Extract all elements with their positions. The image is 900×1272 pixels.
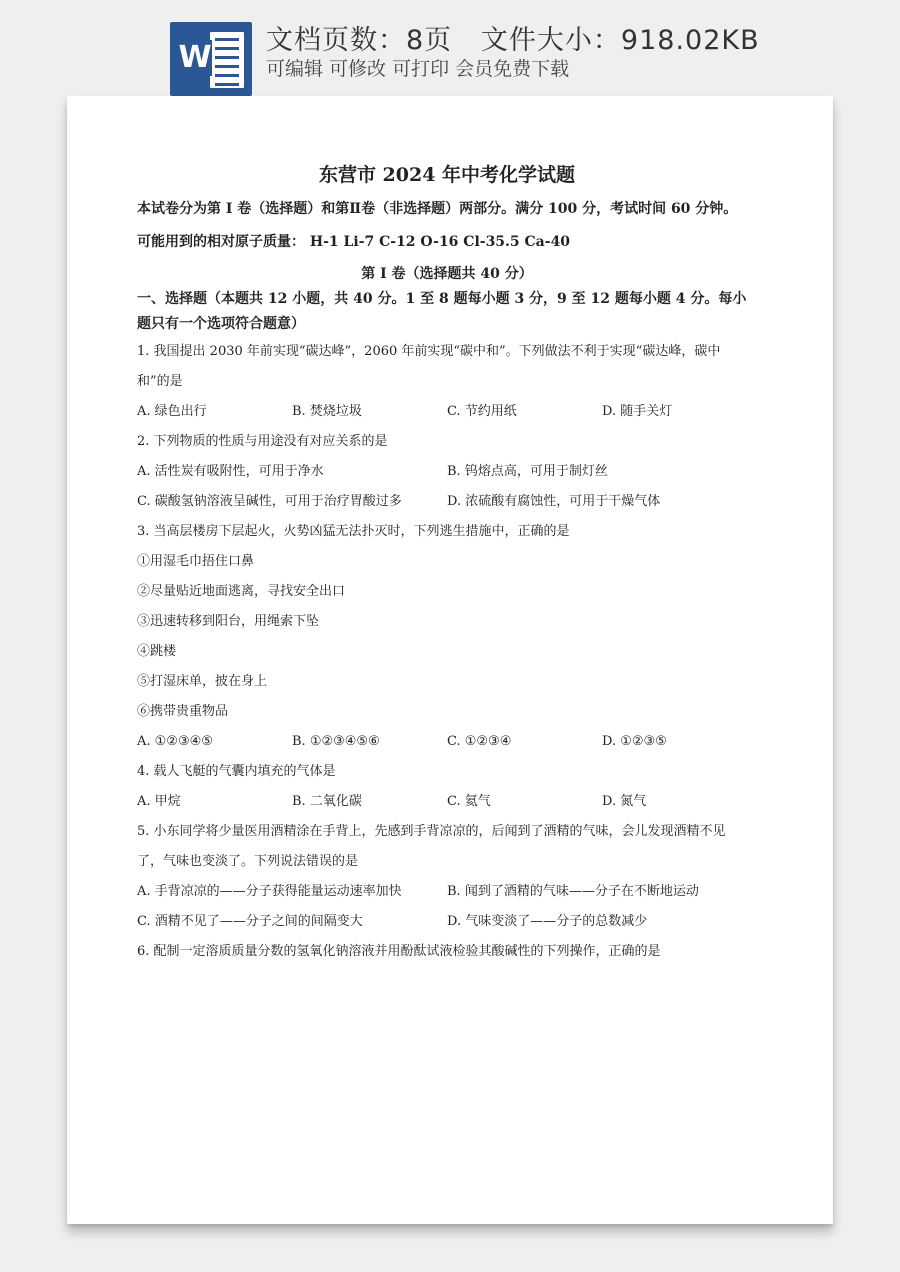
option: B. 闻到了酒精的气味——分子在不断地运动 [447,884,699,899]
file-features-text: 可编辑 可修改 可打印 会员免费下载 [266,58,570,80]
question-stem: 1. 我国提出 2030 年前实现“碳达峰”，2060 年前实现“碳中和”。下列做法不利于实现“碳达峰，碳中 [137,344,721,359]
options-row [137,727,757,757]
word-document-icon: W [170,22,252,96]
document-page [67,96,833,1224]
option: C. 酒精不见了——分子之间的间隔变大 [137,914,363,929]
option: A. 活性炭有吸附性，可用于净水 [137,464,324,479]
exam-title: 东营市 2024 年中考化学试题 [318,164,576,186]
option: A. 甲烷 [137,794,181,809]
exam-intro: 本试卷分为第 I 卷（选择题）和第Ⅱ卷（非选择题）两部分。满分 100 分，考试时间 60 分钟。 [137,201,738,217]
question-stem: 了，气味也变淡了。下列说法错误的是 [137,854,359,869]
list-item: ⑤打湿床单，披在身上 [137,674,268,689]
question-stem: 6. 配制一定溶质质量分数的氢氧化钠溶液并用酚酞试液检验其酸碱性的下列操作，正确的是 [137,944,661,959]
question-stem: 2. 下列物质的性质与用途没有对应关系的是 [137,434,388,449]
question-stem: 5. 小东同学将少量医用酒精涂在手背上，先感到手背凉凉的，后闻到了酒精的气味，会儿发现酒精不见 [137,824,726,839]
options-row [137,877,757,907]
options-row [137,457,757,487]
list-item: ①用湿毛巾捂住口鼻 [137,554,255,569]
question-stem: 4. 载人飞艇的气囊内填充的气体是 [137,764,336,779]
option: A. 绿色出行 [137,404,207,419]
options-row [137,787,757,817]
option: B. 钨熔点高，可用于制灯丝 [447,464,608,479]
option: C. ①②③④ [447,734,512,749]
list-item: ②尽量贴近地面逃离，寻找安全出口 [137,584,346,599]
option: B. 二氧化碳 [292,794,362,809]
option: D. 随手关灯 [602,404,673,419]
options-row [137,907,757,937]
list-item: ⑥携带贵重物品 [137,704,229,719]
download-info-header [0,0,900,96]
option: A. ①②③④⑤ [137,734,213,749]
list-item: ④跳楼 [137,644,177,659]
list-item: ③迅速转移到阳台，用绳索下坠 [137,614,320,629]
option: C. 节约用纸 [447,404,517,419]
section-title: 第 I 卷（选择题共 40 分） [361,266,533,282]
option: D. ①②③⑤ [602,734,667,749]
atomic-masses: 可能用到的相对原子质量： H-1 Li-7 C-12 O-16 Cl-35.5 Ca-40 [137,234,571,250]
file-stats-text: 文档页数：8页 文件大小：918.02KB [266,25,760,56]
option: D. 气味变淡了——分子的总数减少 [447,914,648,929]
option: B. ①②③④⑤⑥ [292,734,380,749]
option: C. 氦气 [447,794,491,809]
options-row [137,397,757,427]
part-heading: 一、选择题（本题共 12 小题，共 40 分。1 至 8 题每小题 3 分，9 至 12 题每小题 4 分。每小题只有一个选项符合题意） [137,291,747,332]
option: B. 焚烧垃圾 [292,404,362,419]
option: C. 碳酸氢钠溶液呈碱性，可用于治疗胃酸过多 [137,494,402,509]
document-content [137,160,757,967]
option: D. 氮气 [602,794,647,809]
option: D. 浓硫酸有腐蚀性，可用于干燥气体 [447,494,661,509]
options-row [137,487,757,517]
question-stem: 3. 当高层楼房下层起火，火势凶猛无法扑灭时，下列逃生措施中，正确的是 [137,524,570,539]
question-stem: 和”的是 [137,374,183,389]
option: A. 手背凉凉的——分子获得能量运动速率加快 [137,884,402,899]
